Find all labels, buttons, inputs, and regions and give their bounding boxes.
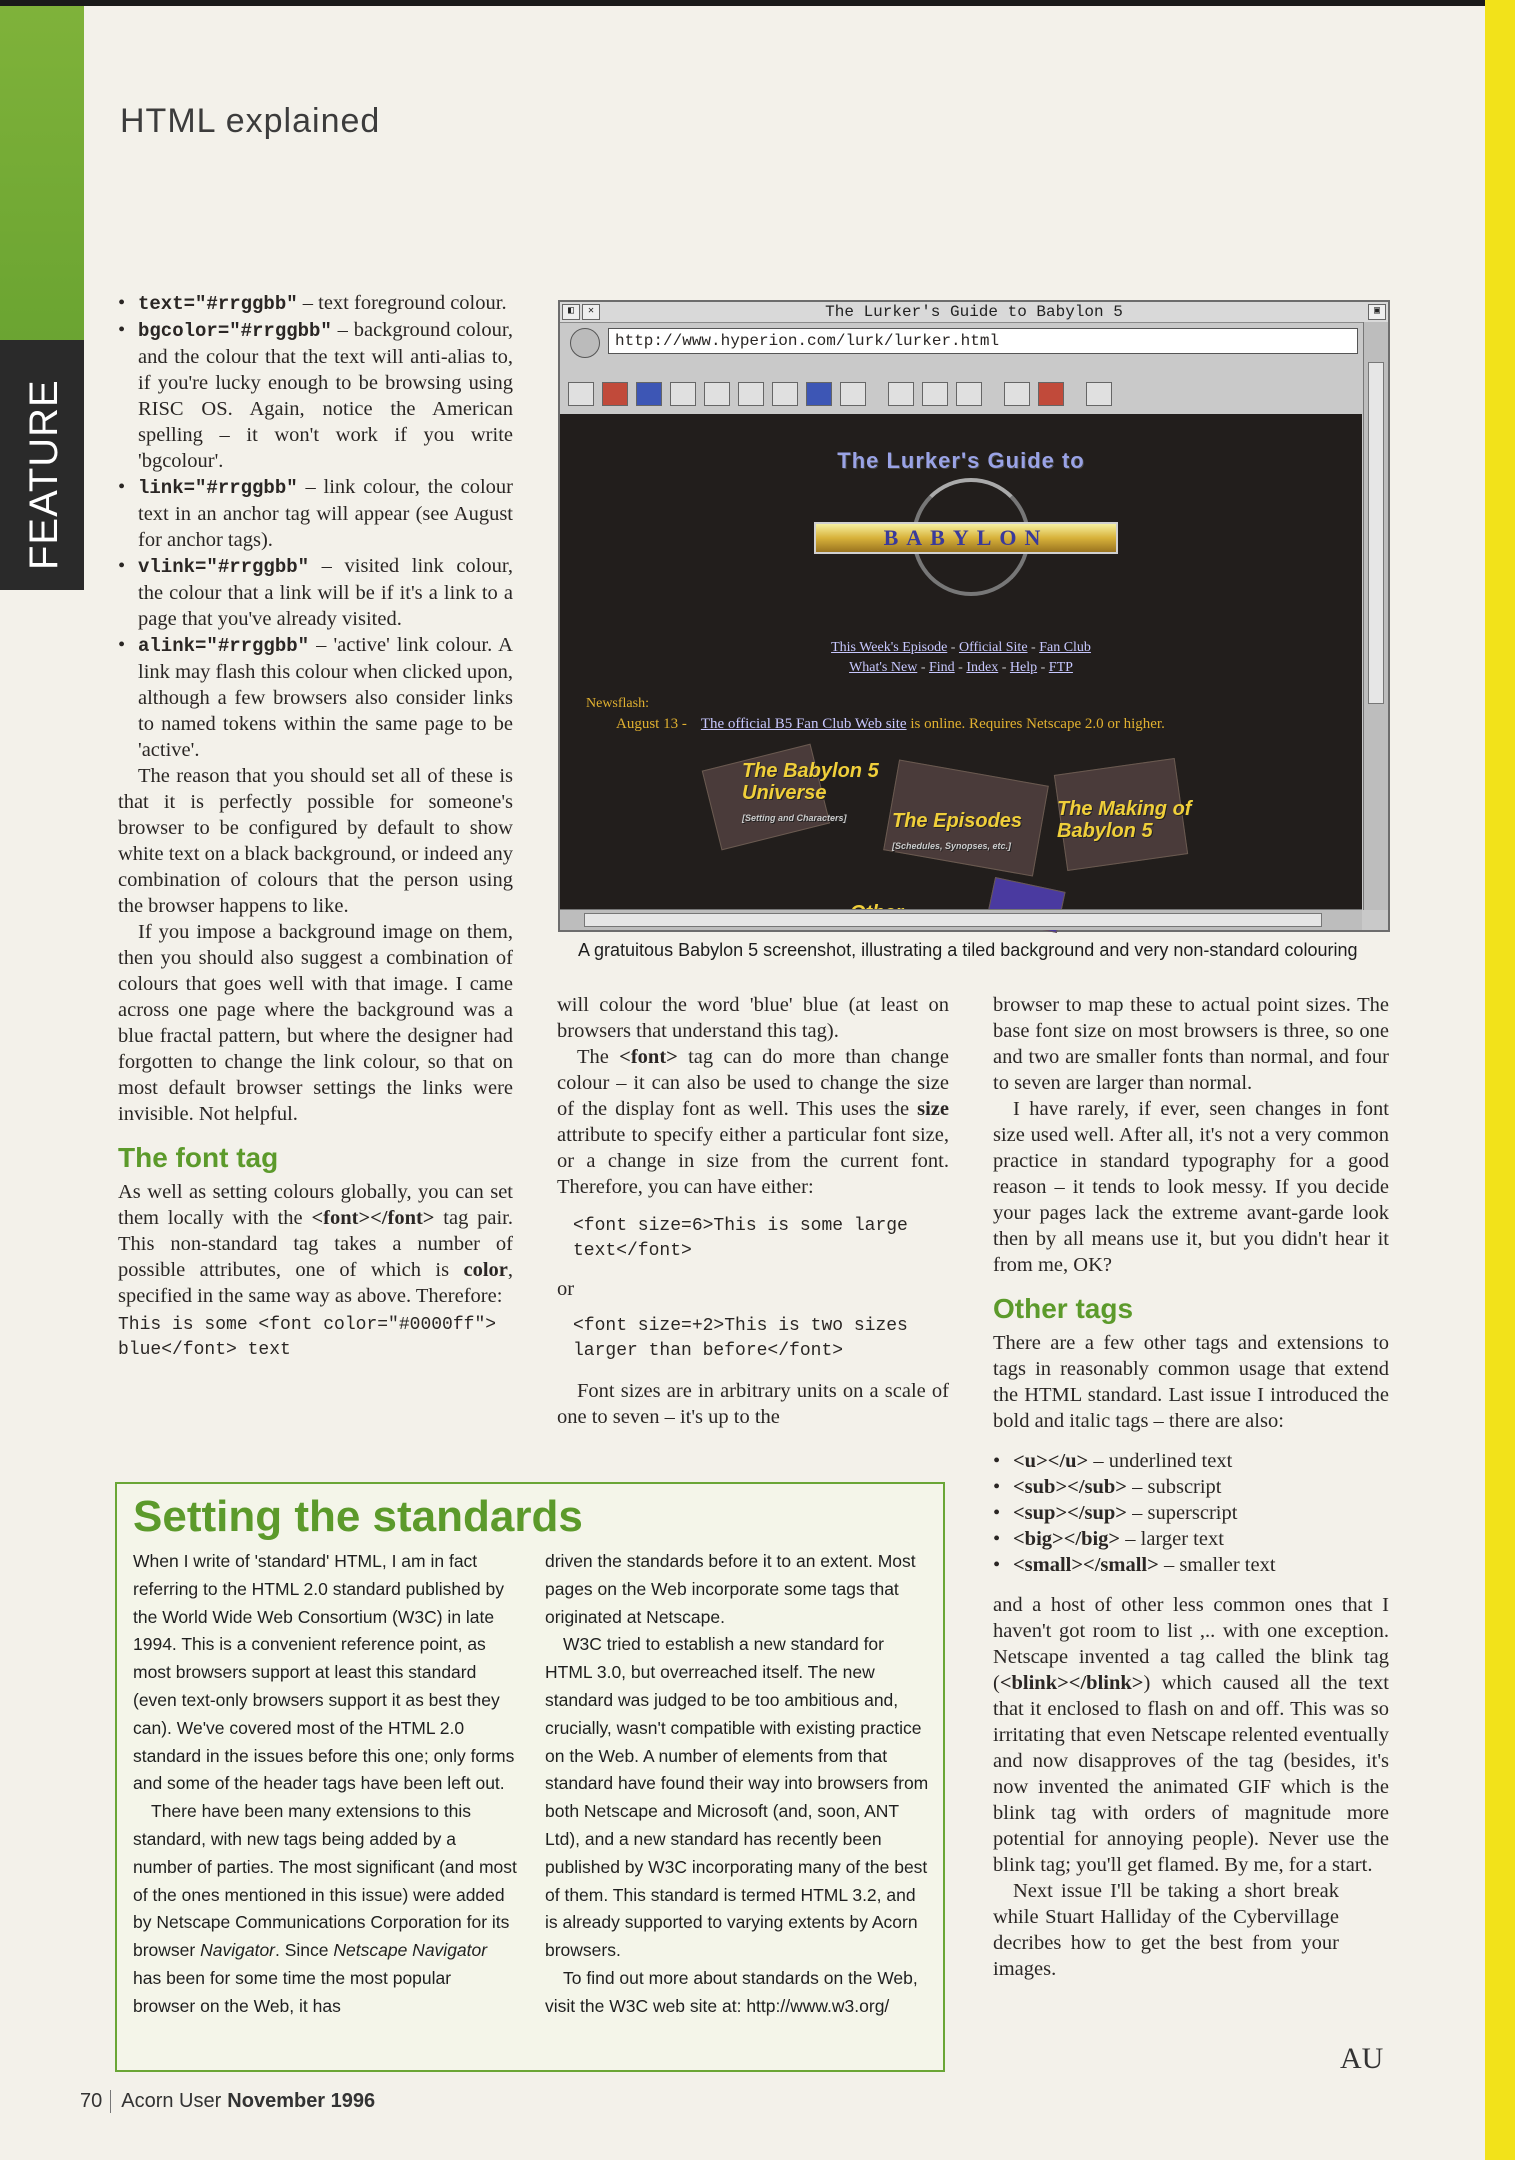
paragraph: W3C tried to establish a new standard for HTML 3.0, but overreached itself. The new standard was judged to be too ambitious and, crucially, wasn't compatible with existing practice on the Web. A number of elements from that standard have found their way into browsers from both Netscape and Microsoft (and, soon, ANT Ltd), and a new standard has recently been published by W3C incorporating many of the best of them. This standard is termed HTML 3.2, and is already supported to varying extents by Acorn browsers. [545,1634,929,1961]
list-item: • link="#rrggbb" – link colour, the colour text in an anchor tag will appear (see August for anchor tags). [118,474,513,553]
horizontal-scrollbar [560,909,1362,930]
browser-screenshot [558,300,1390,932]
page-edge-yellow [1485,0,1515,2160]
page-footer [80,2090,375,2113]
nav-link[interactable]: FTP [1048,660,1073,675]
paragraph: When I write of 'standard' HTML, I am in fact referring to the HTML 2.0 standard published by the World Wide Web Consortium (W3C) in late 1994. This is a convenient reference point, as most browsers support at least this standard (even text-only browsers support it as best they can). We've covered most of the HTML 2.0 standard in the issues before this one; only forms and some of the header tags have been left out. [133,1551,515,1794]
list-item: • <small></small> – smaller text [993,1552,1389,1578]
list-item: • <sub></sub> – subscript [993,1474,1389,1500]
toolbar-icon [738,382,764,406]
code-example: <font size=6>This is some large text</font> [573,1216,908,1261]
paragraph: Font sizes are in arbitrary units on a scale of one to seven – it's up to the [557,1380,949,1428]
paragraph: will colour the word 'blue' blue (at least on browsers that understand this tag). [557,994,949,1042]
magazine-name: Acorn User [121,2090,222,2112]
screenshot-caption: A gratuitous Babylon 5 screenshot, illustrating a tiled background and very non-standard colouring [578,940,1358,960]
toolbar-icon [922,382,948,406]
heading-font-tag: The font tag [118,1142,279,1173]
window-titlebar [560,302,1388,323]
list-item: • alink="#rrggbb" – 'active' link colour. A link may flash this colour when clicked upon, although a few browsers also consider links to named tokens within the same page to be 'active'. [118,632,513,763]
boxout-column-right [545,1548,930,2021]
column-2 [557,992,949,1430]
paragraph: As well as setting colours globally, you can set them locally with the <font></font> tag pair. This non-standard tag takes a number of possible attributes, one of which is color, specified in the same way as above. Therefore: [118,1181,513,1307]
list-item: • vlink="#rrggbb" – visited link colour, the colour that a link will be if it's a link to a page that you've already visited. [118,553,513,632]
feature-tab [0,340,84,590]
nav-link[interactable]: Official Site [958,640,1028,655]
list-item: • bgcolor="#rrggbb" – background colour, and the colour that the text will anti-alias to, if you're lucky enough to be browsing using RISC OS. Again, notice the American spelling – it won't work if you write 'bgcolour'. [118,317,513,474]
toolbar-icon [1038,382,1064,406]
paragraph: The reason that you should set all of these is that it is perfectly possible for someone's browser to be configured by default to show white text on a black background, or indeed any combination of colours that the person using the browser happens to like. [118,765,513,917]
code-example: This is some <font color="#0000ff"> blue</font> text [118,1315,497,1360]
nav-link[interactable]: Help [1009,660,1038,675]
info-icon [806,382,832,406]
promo-universe[interactable]: The Babylon 5 Universe [Setting and Characters] [742,760,879,823]
promo-episodes[interactable]: The Episodes [Schedules, Synopses, etc.] [892,810,1023,851]
column-3 [993,992,1389,1982]
paragraph: or [557,1278,575,1300]
newsflash-link[interactable]: The official B5 Fan Club Web site [700,716,907,732]
newsflash-line: August 13 - The official B5 Fan Club Web site is online. Requires Netscape 2.0 or higher. [616,716,1165,732]
attribute-list [118,290,513,763]
vertical-scrollbar [1363,322,1388,910]
nav-link[interactable]: Fan Club [1039,640,1091,655]
back-icon: ◧ [562,304,580,320]
reload-icon [704,382,730,406]
paragraph: browser to map these to actual point sizes. The base font size on most browsers is three, so one and two are smaller fonts than normal, and four to seven are larger than normal. [993,994,1389,1094]
paragraph: and a host of other less common ones that I haven't got room to list ,.. with one exception. Netscape invented a tag called the blink tag (<blink></blink>) which caused all the text that it enclosed to flash on and off. This was so irritating that even Netscape relented eventually and now disapproves of the tag (besides, it's now invented the animated GIF which is the blink tag with orders of magnitude more potential for annoying people). Never use the blink tag; you'll get flamed. By me, for a start. [993,1594,1389,1876]
nav-link[interactable]: This Week's Episode [831,640,948,655]
scroll-thumb [584,913,1322,927]
paragraph: Next issue I'll be taking a short break while Stuart Halliday of the Cybervillage decribes how to get the best from your images. [993,1880,1339,1980]
column-1 [118,290,513,1375]
feature-label: FEATURE [22,379,66,570]
toolbar-icon [670,382,696,406]
nav-link[interactable]: Index [966,660,999,675]
setting-the-standards-boxout [115,1482,945,2072]
browser-toolbar [568,382,1358,408]
acorn-user-logo: AU [1340,2042,1384,2075]
list-item: • <u></u> – underlined text [993,1448,1389,1474]
scroll-thumb [1368,362,1384,704]
site-nav: This Week's Episode - Official Site - Fan Club What's New - Find - Index - Help - FTP [831,640,1091,675]
nav-link[interactable]: What's New [849,660,918,675]
toolbar-icon [840,382,866,406]
image-icon [772,382,798,406]
globe-icon [570,328,600,358]
paragraph: To find out more about standards on the Web, visit the W3C web site at: http://www.w3.org/ [545,1967,918,2016]
code-example: <font size=+2>This is two sizes larger than before</font> [573,1316,908,1361]
close-icon: ✕ [582,304,600,320]
promo-making-of[interactable]: The Making of Babylon 5 [1057,798,1192,842]
toolbar-icon [568,382,594,406]
section-title: HTML explained [120,102,381,140]
list-item: • <big></big> – larger text [993,1526,1389,1552]
tag-list [993,1448,1389,1578]
page-heading: The Lurker's Guide to [837,448,1085,473]
toolbar-icon [1004,382,1030,406]
heading-other-tags: Other tags [993,1293,1134,1324]
toolbar-icon [1086,382,1112,406]
paragraph: driven the standards before it to an extent. Most pages on the Web incorporate some tags that originated at Netscape. [545,1551,916,1627]
page-top-edge [0,0,1515,6]
paragraph: The <font> tag can do more than change colour – it can also be used to change the size of the display font as well. This uses the size attribute to specify either a particular font size, or a change in size from the current font. Therefore, you can have either: [557,1046,949,1198]
url-field: http://www.hyperion.com/lurk/lurker.html [608,328,1358,354]
web-page-view [560,414,1362,910]
boxout-column-left [133,1548,518,2021]
boxout-title: Setting the standards [133,1492,583,1541]
bookmark-icon [636,382,662,406]
toolbar-icon [956,382,982,406]
nav-link[interactable]: Find [928,660,955,675]
paragraph: There are a few other tags and extensions to tags in reasonably common usage that extend the HTML standard. Last issue I introduced the bold and italic tags – there are also: [993,1332,1389,1432]
list-item: • text="#rrggbb" – text foreground colour. [118,290,513,317]
paragraph: There have been many extensions to this standard, with new tags being added by a number of parties. The most significant (and most of the ones mentioned in this issue) were added by Netscape Communications Corporation for its browser Navigator. Since Netscape Navigator has been for some time the most popular browser on the Web, it has [133,1801,517,2016]
window-title: The Lurker's Guide to Babylon 5 [825,303,1123,321]
issue-date: November 1996 [227,2090,376,2112]
toolbar-icon [888,382,914,406]
home-icon [602,382,628,406]
toggle-size-icon: ▣ [1368,304,1386,320]
page-number: 70 [80,2090,111,2113]
newsflash-label: Newsflash: [586,696,649,711]
babylon-logo: BABYLON [814,522,1118,554]
paragraph: If you impose a background image on them, then you should also suggest a combination of colours that goes well with that image. I came across one page where the background was a blue fractal pattern, but where the designer had forgotten to change the link colour, so that on most default browser settings the links were invisible. Not helpful. [118,921,513,1125]
list-item: • <sup></sup> – superscript [993,1500,1389,1526]
paragraph: I have rarely, if ever, seen changes in font size used well. After all, it's not a very common practice in standard typography for a good reason – it tends to look messy. If you decide your pages lack the extreme avant-garde look then by all means use it, but you didn't hear it from me, OK? [993,1098,1389,1276]
